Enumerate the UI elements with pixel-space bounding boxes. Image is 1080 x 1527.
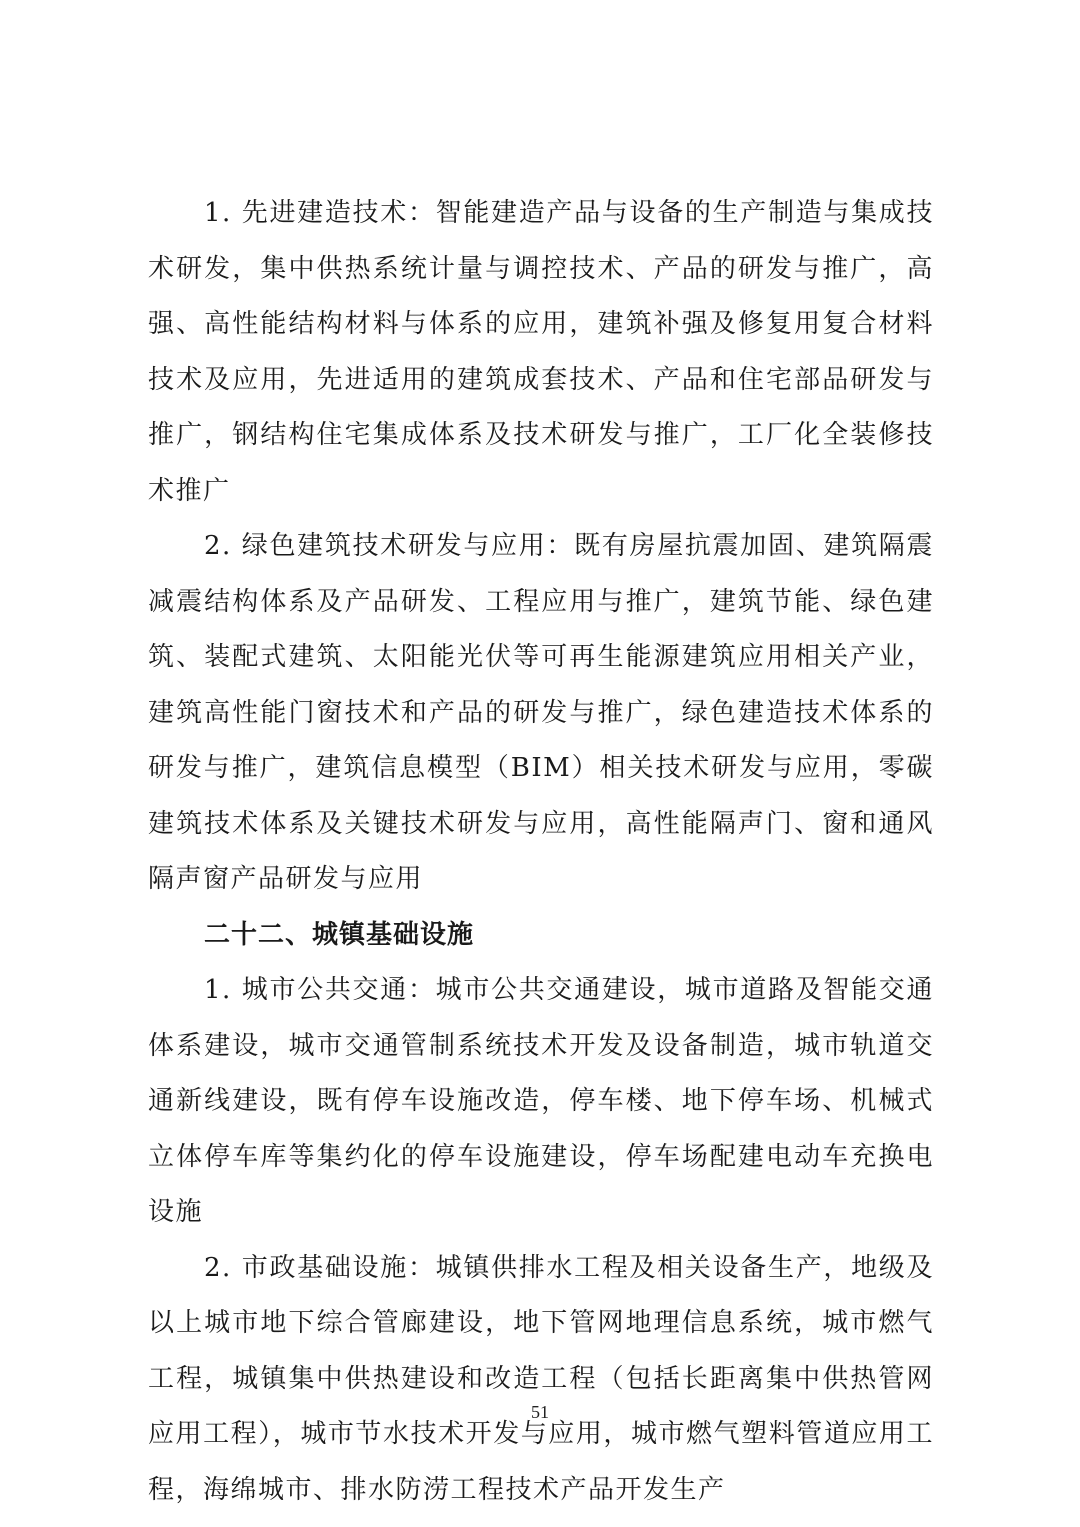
page-number: 51	[531, 1402, 549, 1422]
document-body	[148, 186, 934, 1518]
paragraph-advanced-construction: 1. 先进建造技术：智能建造产品与设备的生产制造与集成技术研发，集中供热系统计量与调控技术、产品的研发与推广，高强、高性能结构材料与体系的应用，建筑补强及修复用复合材料技术及应用，先进适用的建筑成套技术、产品和住宅部品研发与推广，钢结构住宅集成体系及技术研发与推广，工厂化全装修技术推广	[148, 198, 934, 506]
section-heading: 二十二、城镇基础设施	[204, 919, 475, 950]
paragraph-urban-transit: 1. 城市公共交通：城市公共交通建设，城市道路及智能交通体系建设，城市交通管制系统技术开发及设备制造，城市轨道交通新线建设，既有停车设施改造，停车楼、地下停车场、机械式立体停车库等集约化的停车设施建设，停车场配建电动车充换电设施	[148, 975, 934, 1227]
paragraph-green-building: 2. 绿色建筑技术研发与应用：既有房屋抗震加固、建筑隔震减震结构体系及产品研发、工程应用与推广，建筑节能、绿色建筑、装配式建筑、太阳能光伏等可再生能源建筑应用相关产业，建筑高性能门窗技术和产品的研发与推广，绿色建造技术体系的研发与推广，建筑信息模型（BIM）相关技术研发与应用，零碳建筑技术体系及关键技术研发与应用，高性能隔声门、窗和通风隔声窗产品研发与应用	[148, 531, 934, 894]
paragraph-municipal-infrastructure: 2. 市政基础设施：城镇供排水工程及相关设备生产，地级及以上城市地下综合管廊建设，地下管网地理信息系统，城市燃气工程，城镇集中供热建设和改造工程（包括长距离集中供热管网应用工程），城市节水技术开发与应用，城市燃气塑料管道应用工程，海绵城市、排水防涝工程技术产品开发生产	[148, 1252, 934, 1505]
